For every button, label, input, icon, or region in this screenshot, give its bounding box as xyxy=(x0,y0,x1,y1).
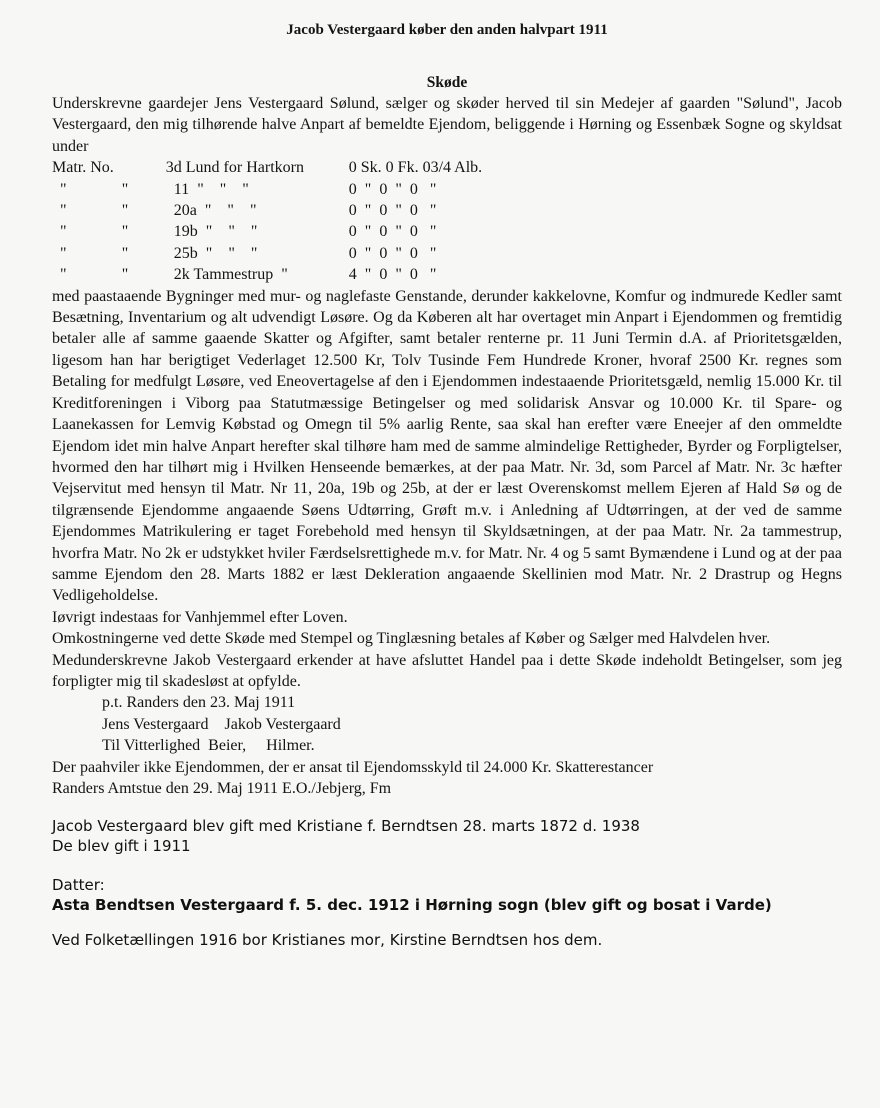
matrikel-cell: 25b " " " xyxy=(165,244,258,262)
matrikel-table xyxy=(52,157,549,285)
buyer-acceptance-paragraph: Medunderskrevne Jakob Vestergaard erkender at have afsluttet Handel paa i dette Skøde indeholdt Betingelser, som jeg forpligter mig til skadesløst at opfylde. xyxy=(52,651,842,690)
witnesses: Til Vitterlighed Beier, Hilmer. xyxy=(102,737,315,755)
body-paragraph: med paastaaende Bygninger med mur- og naglefaste Genstande, derunder kakkelovne, Komfur og indmurede Kedler samt Besætning, Inventarium og alt udvendigt Løsøre. Og da Køberen alt har overtaget min Anpart i Ejendommen og fremtidig betaler alle af samme gaaende Skatter og Afgifter, samt betaler renterne pr. 11 Juni Termin d.A. af Prioritetsgælden, ligesom han har berigtiget Vederlaget 12.500 Kr, Tolv Tusinde Fem Hundrede Kroner, hvoraf 2500 Kr. regnes som Betaling for medfulgt Løsøre, ved Eneovertagelse af den i Ejendommen indestaaende Prioritetsgæld, nemlig 15.000 Kr. til Kreditforeningen i Viborg paa Statutmæssige Betingelser og med solidarisk Ansvar og 10.000 Kr. til Spare- og Laanekassen for Lemvig Købstad og Omegn til 5% aarlig Rente, saa skal han erefter være Eneejer af den ommeldte Ejendom idet min halve Anpart herefter skal tilhøre ham med de samme almindelige Rettigheder, Byrder og Forpligtelser, hvormed den har tilhørt mig i Hvilken Henseende bemærkes, at der paa Matr. Nr. 3d, som Parcel af Matr. Nr. 3c hæfter Vejservitut med hensyn til Matr. Nr 11, 20a, 19b og 25b, at der er læst Overenskomst mellem Ejeren af Hald Sø og de tilgrænsende Ejendomme angaaende Søens Udtørring, Grøft m.v. i Anledning af Udtørringen, at der ved de samme Ejendommes Matrikulering er taget Forebehold med hensyn til Skyldsætningen, at der paa Matr. Nr. 2a tammestrup, hvorfra Matr. No 2k er udstykket hviler Færdselsrettighede m.v. for Matr. Nr. 4 og 5 samt Bymændene i Lund og at der paa samme Ejendom den 28. Marts 1882 er læst Dekleration angaaende Skellinien mod Matr. Nr. 2 Drastrup og Hegns Vedligeholdelse. xyxy=(52,287,842,605)
signature-block xyxy=(52,692,842,756)
vanhjemmel-line: Iøvrigt indestaas for Vanhjemmel efter Loven. xyxy=(52,608,348,626)
matrikel-cell: " xyxy=(113,244,129,262)
matrikel-row xyxy=(52,179,549,200)
matrikel-cell: 0 " 0 " 0 " xyxy=(348,223,437,241)
matrikel-cell: " xyxy=(113,223,129,241)
intro-paragraph: Underskrevne gaardejer Jens Vestergaard Sølund, sælger og skøder herved til sin Medejer af gaarden "Sølund", Jacob Vestergaard, den mig tilhørende halve Anpart af bemeldte Ejendom, beliggende i Hørning og Essenbæk Sogne og skyldsat under xyxy=(52,95,842,155)
matrikel-cell: " xyxy=(52,244,67,262)
matrikel-cell: 0 Sk. 0 Fk. 03/4 Alb. xyxy=(348,159,483,177)
matrikel-cell: " xyxy=(113,180,129,198)
matrikel-cell: " xyxy=(113,266,129,284)
registration-stamp: Randers Amtstue den 29. Maj 1911 E.O./Jebjerg, Fm xyxy=(52,780,392,797)
matrikel-cell: " xyxy=(52,202,67,220)
matrikel-row xyxy=(52,221,549,242)
matrikel-cell: 19b " " " xyxy=(165,223,258,241)
matrikel-cell: 2k Tammestrup " xyxy=(165,266,288,284)
census-line: Ved Folketællingen 1916 bor Kristianes mor, Kirstine Berndtsen hos dem. xyxy=(52,931,603,950)
matrikel-row xyxy=(52,157,549,178)
matrikel-row xyxy=(52,243,549,264)
matrikel-row xyxy=(52,264,549,285)
matrikel-cell: 11 " " " xyxy=(165,180,249,198)
deed-heading: Skøde xyxy=(426,74,468,91)
signatures: Jens Vestergaard Jakob Vestergaard xyxy=(102,715,341,733)
marriage-line: Jacob Vestergaard blev gift med Kristiane f. Berndtsen 28. marts 1872 d. 1938 xyxy=(52,817,640,836)
matrikel-cell: " xyxy=(52,223,67,241)
daughter-entry: Asta Bendtsen Vestergaard f. 5. dec. 1912 i Hørning sogn (blev gift og bosat i Varde) xyxy=(52,895,772,914)
page-title: Jacob Vestergaard køber den anden halvpart 1911 xyxy=(286,22,608,38)
matrikel-cell: " xyxy=(113,202,129,220)
daughter-label: Datter: xyxy=(52,876,105,895)
matrikel-cell: 0 " 0 " 0 " xyxy=(348,202,437,220)
matrikel-cell: 20a " " " xyxy=(165,202,257,220)
matrikel-cell: 3d Lund for Hartkorn xyxy=(165,159,304,177)
matrikel-cell: Matr. No. xyxy=(52,159,114,177)
matrikel-row xyxy=(52,200,549,221)
tax-note: Der paahviler ikke Ejendommen, der er ansat til Ejendomsskyld til 24.000 Kr. Skatterestancer xyxy=(52,758,654,776)
matrikel-cell: " xyxy=(52,180,67,198)
place-date: p.t. Randers den 23. Maj 1911 xyxy=(102,694,296,712)
matrikel-cell: 4 " 0 " 0 " xyxy=(348,266,437,284)
matrikel-cell: 0 " 0 " 0 " xyxy=(348,244,437,262)
matrikel-cell: " xyxy=(52,266,67,284)
matrikel-cell xyxy=(114,157,166,178)
costs-paragraph: Omkostningerne ved dette Skøde med Stempel og Tinglæsning betales af Køber og Sælger med Halvdelen hver. xyxy=(52,630,771,648)
matrikel-cell: 0 " 0 " 0 " xyxy=(348,180,437,198)
married-year-line: De blev gift i 1911 xyxy=(52,836,191,855)
